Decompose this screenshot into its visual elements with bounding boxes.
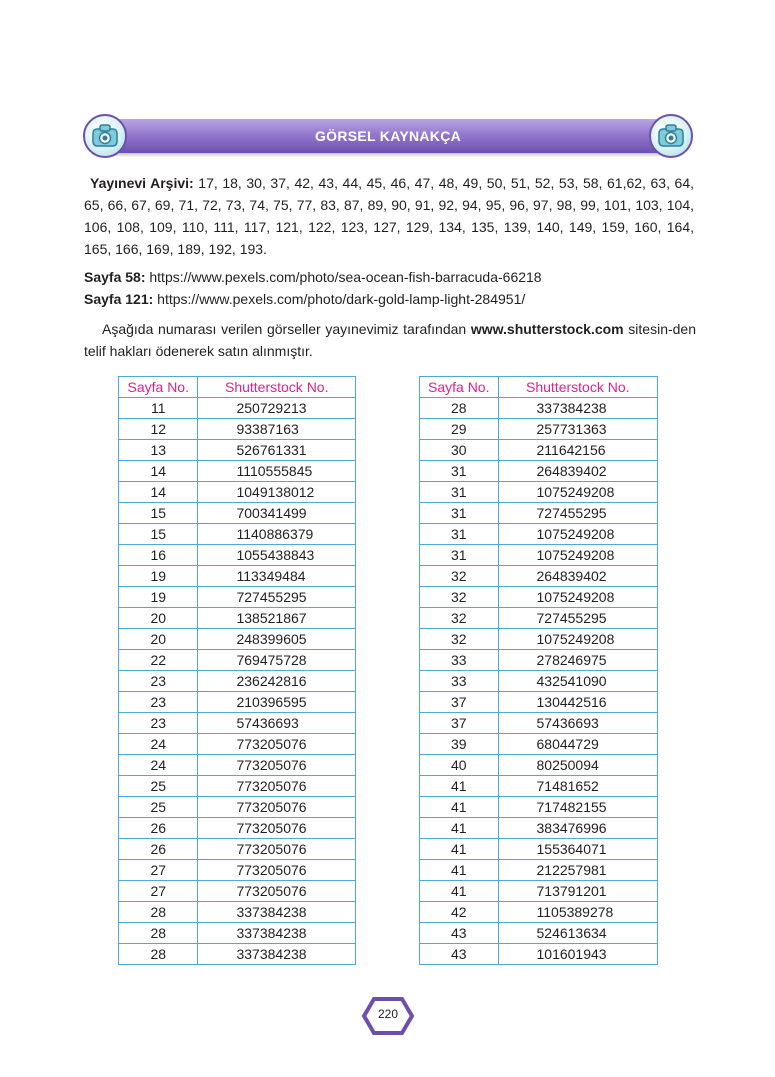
- table-row: [119, 503, 356, 524]
- source-label: Sayfa 58:: [84, 269, 146, 285]
- table-row: [119, 881, 356, 902]
- shutterstock-id-cell: 1075249208: [498, 545, 658, 566]
- page-number-cell: 41: [420, 839, 499, 860]
- shutterstock-id-cell: 1110555845: [198, 461, 356, 482]
- shutterstock-id-cell: 1049138012: [198, 482, 356, 503]
- shutterstock-id-cell: 80250094: [498, 755, 658, 776]
- shutterstock-id-cell: 210396595: [198, 692, 356, 713]
- shutterstock-table-right: [419, 376, 658, 965]
- source-url: https://www.pexels.com/photo/sea-ocean-fish-barracuda-66218: [149, 269, 542, 285]
- page-number-badge: [362, 996, 414, 1036]
- table-row: [420, 755, 658, 776]
- table-row: [420, 797, 658, 818]
- page-number-cell: 20: [119, 629, 198, 650]
- page-number-cell: 28: [119, 902, 198, 923]
- shutterstock-id-cell: 236242816: [198, 671, 356, 692]
- shutterstock-id-cell: 71481652: [498, 776, 658, 797]
- table-row: [119, 398, 356, 419]
- table-header-row: [420, 377, 658, 398]
- column-header-page: Sayfa No.: [420, 377, 499, 398]
- shutterstock-id-cell: 727455295: [198, 587, 356, 608]
- page-number-cell: 27: [119, 860, 198, 881]
- page-number-cell: 15: [119, 503, 198, 524]
- shutterstock-id-cell: 113349484: [198, 566, 356, 587]
- shutterstock-id-cell: 248399605: [198, 629, 356, 650]
- page-number-cell: 31: [420, 482, 499, 503]
- table-row: [420, 860, 658, 881]
- table-row: [119, 860, 356, 881]
- table-row: [420, 818, 658, 839]
- shutterstock-id-cell: 773205076: [198, 776, 356, 797]
- shutterstock-id-cell: 93387163: [198, 419, 356, 440]
- column-header-id: Shutterstock No.: [198, 377, 356, 398]
- page-number-cell: 27: [119, 881, 198, 902]
- shutterstock-table-left: [118, 376, 356, 965]
- page-number-cell: 37: [420, 692, 499, 713]
- camera-icon: [649, 114, 693, 158]
- page-number-cell: 41: [420, 881, 499, 902]
- table-row: [420, 461, 658, 482]
- table-header-row: [119, 377, 356, 398]
- shutterstock-id-cell: 68044729: [498, 734, 658, 755]
- table-row: [420, 650, 658, 671]
- table-row: [420, 839, 658, 860]
- table-row: [119, 566, 356, 587]
- shutterstock-id-cell: 130442516: [498, 692, 658, 713]
- page-number-cell: 23: [119, 713, 198, 734]
- page-number: 220: [377, 1007, 399, 1021]
- table-row: [420, 524, 658, 545]
- shutterstock-id-cell: 1105389278: [498, 902, 658, 923]
- shutterstock-id-cell: 1075249208: [498, 524, 658, 545]
- source-label: Sayfa 121:: [84, 291, 154, 307]
- table-row: [119, 419, 356, 440]
- table-row: [420, 482, 658, 503]
- license-site: www.shutterstock.com: [470, 321, 624, 337]
- shutterstock-id-cell: 264839402: [498, 461, 658, 482]
- page-number-cell: 24: [119, 734, 198, 755]
- shutterstock-id-cell: 526761331: [198, 440, 356, 461]
- table-row: [420, 629, 658, 650]
- table-row: [119, 818, 356, 839]
- shutterstock-id-cell: 257731363: [498, 419, 658, 440]
- shutterstock-id-cell: 1140886379: [198, 524, 356, 545]
- section-title: GÖRSEL KAYNAKÇA: [314, 128, 462, 144]
- page-number-cell: 14: [119, 482, 198, 503]
- shutterstock-id-cell: 155364071: [498, 839, 658, 860]
- table-row: [119, 587, 356, 608]
- page-number-cell: 20: [119, 608, 198, 629]
- shutterstock-id-cell: 337384238: [198, 923, 356, 944]
- shutterstock-id-cell: 773205076: [198, 839, 356, 860]
- shutterstock-id-cell: 278246975: [498, 650, 658, 671]
- page-number-cell: 42: [420, 902, 499, 923]
- shutterstock-id-cell: 769475728: [198, 650, 356, 671]
- page-number-cell: 15: [119, 524, 198, 545]
- table-row: [420, 713, 658, 734]
- page-number-cell: 22: [119, 650, 198, 671]
- column-header-page: Sayfa No.: [119, 377, 198, 398]
- table-row: [420, 923, 658, 944]
- table-row: [420, 944, 658, 965]
- page-number-cell: 33: [420, 671, 499, 692]
- shutterstock-id-cell: 138521867: [198, 608, 356, 629]
- shutterstock-id-cell: 713791201: [498, 881, 658, 902]
- shutterstock-id-cell: 773205076: [198, 818, 356, 839]
- table-row: [119, 482, 356, 503]
- table-row: [119, 923, 356, 944]
- shutterstock-id-cell: 773205076: [198, 797, 356, 818]
- table-row: [119, 440, 356, 461]
- page-number-cell: 28: [119, 923, 198, 944]
- table-row: [420, 440, 658, 461]
- table-row: [119, 944, 356, 965]
- table-row: [420, 398, 658, 419]
- source-line: [84, 266, 694, 288]
- page-number-cell: 31: [420, 461, 499, 482]
- shutterstock-id-cell: 1075249208: [498, 482, 658, 503]
- shutterstock-id-cell: 432541090: [498, 671, 658, 692]
- page-number-cell: 41: [420, 797, 499, 818]
- page-number-cell: 32: [420, 608, 499, 629]
- shutterstock-id-cell: 1055438843: [198, 545, 356, 566]
- shutterstock-id-cell: 773205076: [198, 881, 356, 902]
- source-line: [84, 288, 694, 310]
- page-number-cell: 26: [119, 839, 198, 860]
- page-number-cell: 25: [119, 776, 198, 797]
- table-row: [420, 671, 658, 692]
- archive-label: Yayınevi Arşivi:: [90, 175, 194, 191]
- table-row: [420, 566, 658, 587]
- shutterstock-id-cell: 337384238: [198, 902, 356, 923]
- shutterstock-id-cell: 700341499: [198, 503, 356, 524]
- table-row: [420, 587, 658, 608]
- page-number-cell: 32: [420, 566, 499, 587]
- shutterstock-id-cell: 57436693: [498, 713, 658, 734]
- shutterstock-id-cell: 1075249208: [498, 587, 658, 608]
- table-row: [420, 419, 658, 440]
- shutterstock-id-cell: 264839402: [498, 566, 658, 587]
- shutterstock-id-cell: 250729213: [198, 398, 356, 419]
- page-number-cell: 41: [420, 818, 499, 839]
- shutterstock-id-cell: 773205076: [198, 734, 356, 755]
- page-number-cell: 31: [420, 524, 499, 545]
- archive-pages: 17, 18, 30, 37, 42, 43, 44, 45, 46, 47, 48, 49, 50, 51, 52, 53, 58, 61,62, 63, 64, 65, 66, 67, 69, 71, 72, 73, 74, 75, 77, 83, 87, 89, 90, 91, 92, 94, 95, 96, 97, 98, 99, 101, 103, 104, 106, 108, 109, 110, 111, 117, 121, 122, 123, 127, 129, 134, 135, 139, 140, 149, 159, 160, 164, 165, 166, 169, 189, 192, 193.: [84, 175, 695, 257]
- page-number-cell: 26: [119, 818, 198, 839]
- table-row: [119, 629, 356, 650]
- shutterstock-id-cell: 337384238: [198, 944, 356, 965]
- table-row: [420, 608, 658, 629]
- table-row: [119, 839, 356, 860]
- table-row: [420, 545, 658, 566]
- license-text-start: Aşağıda numarası verilen görseller yayınevimiz tarafından: [102, 321, 471, 337]
- table-row: [420, 503, 658, 524]
- table-row: [420, 734, 658, 755]
- table-row: [420, 902, 658, 923]
- page-number-cell: 19: [119, 566, 198, 587]
- page-number-cell: 43: [420, 944, 499, 965]
- camera-icon: [83, 114, 127, 158]
- page-number-cell: 40: [420, 755, 499, 776]
- page-number-cell: 14: [119, 461, 198, 482]
- table-row: [119, 755, 356, 776]
- page-number-cell: 25: [119, 797, 198, 818]
- table-row: [119, 734, 356, 755]
- page-number-cell: 39: [420, 734, 499, 755]
- column-header-id: Shutterstock No.: [498, 377, 658, 398]
- page-number-cell: 29: [420, 419, 499, 440]
- page-number-cell: 23: [119, 671, 198, 692]
- section-banner: [83, 114, 693, 158]
- table-row: [119, 692, 356, 713]
- page-number-cell: 33: [420, 650, 499, 671]
- table-row: [119, 776, 356, 797]
- page-number-cell: 43: [420, 923, 499, 944]
- table-row: [119, 524, 356, 545]
- page-number-cell: 37: [420, 713, 499, 734]
- table-row: [119, 671, 356, 692]
- page-number-cell: 28: [119, 944, 198, 965]
- shutterstock-id-cell: 212257981: [498, 860, 658, 881]
- table-row: [119, 797, 356, 818]
- table-row: [420, 692, 658, 713]
- shutterstock-id-cell: 727455295: [498, 608, 658, 629]
- page-number-cell: 32: [420, 587, 499, 608]
- page-number-cell: 32: [420, 629, 499, 650]
- table-row: [119, 608, 356, 629]
- page-number-cell: 11: [119, 398, 198, 419]
- page-number-cell: 23: [119, 692, 198, 713]
- table-row: [420, 881, 658, 902]
- page-number-cell: 16: [119, 545, 198, 566]
- shutterstock-id-cell: 727455295: [498, 503, 658, 524]
- license-paragraph: [84, 318, 696, 362]
- page-number-cell: 41: [420, 860, 499, 881]
- page-number-cell: 28: [420, 398, 499, 419]
- shutterstock-id-cell: 773205076: [198, 860, 356, 881]
- page-number-cell: 31: [420, 545, 499, 566]
- table-row: [119, 902, 356, 923]
- page-number-cell: 41: [420, 776, 499, 797]
- page-number-cell: 31: [420, 503, 499, 524]
- table-row: [119, 461, 356, 482]
- table-body: [119, 398, 356, 965]
- shutterstock-id-cell: 773205076: [198, 755, 356, 776]
- table-row: [119, 545, 356, 566]
- shutterstock-id-cell: 717482155: [498, 797, 658, 818]
- shutterstock-id-cell: 211642156: [498, 440, 658, 461]
- shutterstock-id-cell: 524613634: [498, 923, 658, 944]
- shutterstock-id-cell: 337384238: [498, 398, 658, 419]
- page-number-cell: 30: [420, 440, 499, 461]
- page-number-cell: 19: [119, 587, 198, 608]
- shutterstock-id-cell: 1075249208: [498, 629, 658, 650]
- archive-paragraph: [84, 172, 694, 260]
- license-text-end: sitesin-den telif hakları ödenerek satın alınmıştır.: [84, 321, 696, 359]
- shutterstock-id-cell: 383476996: [498, 818, 658, 839]
- page-number-cell: 12: [119, 419, 198, 440]
- page-number-cell: 24: [119, 755, 198, 776]
- table-row: [420, 776, 658, 797]
- page-number-cell: 13: [119, 440, 198, 461]
- table-row: [119, 650, 356, 671]
- source-url: https://www.pexels.com/photo/dark-gold-lamp-light-284951/: [157, 291, 526, 307]
- table-body: [420, 398, 658, 965]
- shutterstock-id-cell: 57436693: [198, 713, 356, 734]
- shutterstock-id-cell: 101601943: [498, 944, 658, 965]
- table-row: [119, 713, 356, 734]
